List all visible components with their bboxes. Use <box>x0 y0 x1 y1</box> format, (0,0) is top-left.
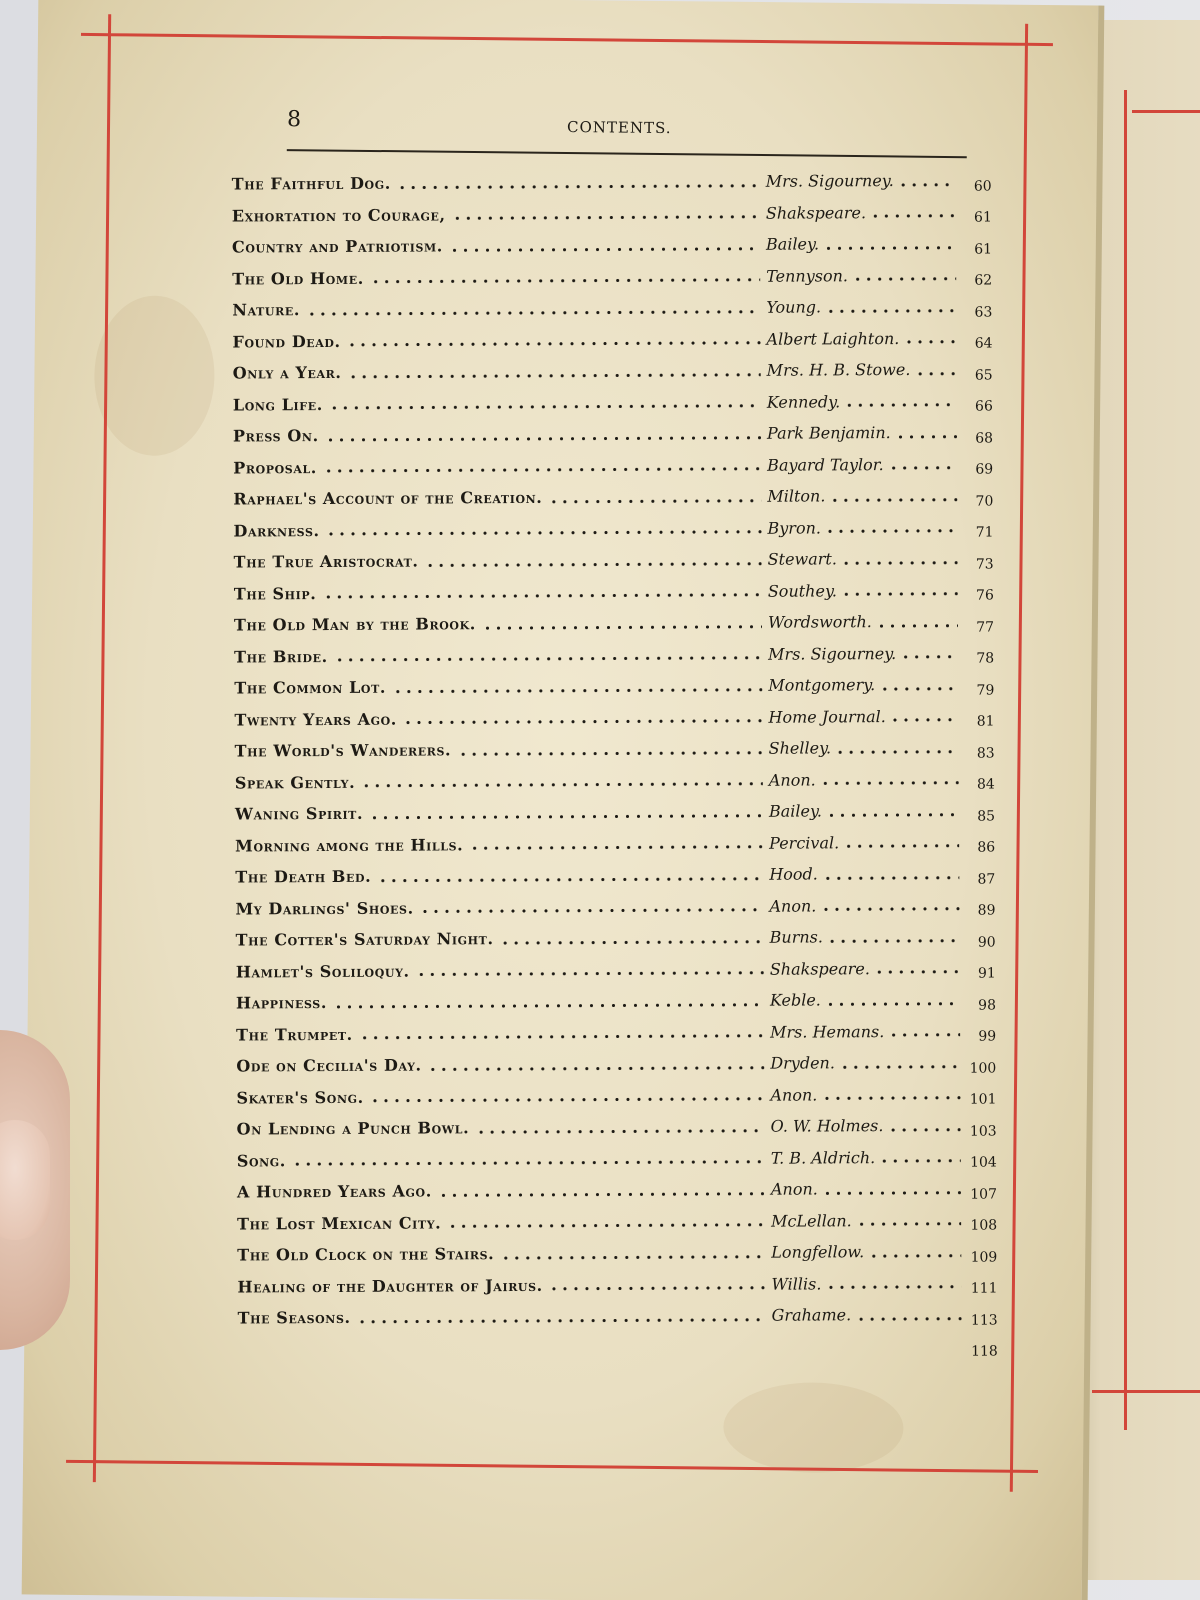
dot-leader <box>825 529 958 534</box>
entry-author: Stewart. <box>767 549 837 569</box>
contents-entry <box>234 574 994 609</box>
entry-author: Home Journal. <box>768 706 886 727</box>
dot-leader <box>841 560 958 565</box>
dot-leader <box>855 1316 961 1321</box>
entry-author-cell <box>771 1147 961 1167</box>
dot-leader <box>334 656 762 662</box>
dot-leader <box>829 497 957 502</box>
dot-leader <box>292 1160 765 1166</box>
contents-entry <box>232 259 992 294</box>
entry-author: Percival. <box>769 833 840 853</box>
entry-author: Grahame. <box>771 1305 852 1325</box>
page-number: 8 <box>286 107 302 133</box>
contents-entry <box>235 763 995 798</box>
entry-page-number: 60 <box>973 178 992 195</box>
entry-title: Waning Spirit. <box>234 804 364 824</box>
contents-entry <box>236 921 996 956</box>
entry-author-cell <box>770 958 960 978</box>
entry-author: Tennyson. <box>766 266 848 286</box>
dot-leader <box>482 624 762 629</box>
contents-entry <box>237 1204 997 1239</box>
entry-author: Keble. <box>769 990 821 1010</box>
entry-title: The Seasons. <box>237 1308 351 1328</box>
entry-author-cell <box>767 423 957 443</box>
entry-author: Shakspeare. <box>769 958 871 979</box>
dot-leader <box>469 845 763 851</box>
dot-leader <box>823 245 956 250</box>
entry-author-cell <box>771 1179 961 1199</box>
entry-author: Anon. <box>770 1085 818 1105</box>
entry-page-number: 111 <box>970 1280 998 1297</box>
entry-author-cell <box>771 1210 961 1230</box>
entry-page-number: 87 <box>977 871 996 888</box>
entry-title: The Old Clock on the Stairs. <box>237 1244 495 1265</box>
contents-entry <box>233 417 993 452</box>
entry-page-number: 64 <box>974 335 993 352</box>
entry-title: Happiness. <box>235 993 328 1013</box>
dot-leader <box>887 1127 960 1131</box>
dot-leader <box>449 246 760 252</box>
dot-leader <box>856 1222 961 1227</box>
entry-page-number: 79 <box>976 682 995 699</box>
entry-author-cell <box>767 360 957 380</box>
dot-leader <box>438 1191 765 1197</box>
entry-title: Proposal. <box>233 457 318 478</box>
entry-page-number: 89 <box>977 902 996 919</box>
entry-author: Mrs. Sigourney. <box>765 171 894 191</box>
dot-leader <box>820 781 959 786</box>
contents-entry <box>235 826 995 861</box>
contents-entry <box>237 1236 997 1271</box>
dot-leader <box>549 1286 766 1291</box>
entry-author-cell <box>768 549 958 569</box>
entry-title: Song. <box>236 1150 286 1171</box>
entry-title: Nature. <box>232 300 301 320</box>
entry-title: The Common Lot. <box>234 677 387 698</box>
entry-page-number: 113 <box>970 1312 998 1329</box>
entry-title: On Lending a Punch Bowl. <box>236 1118 470 1139</box>
entry-title: The Lost Mexican City. <box>237 1213 442 1234</box>
entry-author-cell <box>770 1053 960 1073</box>
entry-title: Skater's Song. <box>236 1087 364 1108</box>
contents-entry <box>235 858 995 893</box>
entry-page-number: 66 <box>974 398 993 415</box>
entry-title: Raphael's Account of the Creation. <box>233 488 543 509</box>
dot-leader <box>403 719 763 725</box>
entry-title: Found Dead. <box>232 331 341 352</box>
entry-page-number: 73 <box>975 556 994 573</box>
contents-entry <box>234 637 994 672</box>
dot-leader <box>827 938 960 943</box>
entry-title: Press On. <box>232 426 319 446</box>
dot-leader <box>325 435 761 441</box>
contents-list <box>231 165 998 1360</box>
entry-author: O. W. Holmes. <box>770 1116 884 1136</box>
entry-author-cell <box>766 171 956 191</box>
entry-author: Byron. <box>767 518 822 538</box>
entry-author-cell <box>771 1242 961 1262</box>
dot-leader <box>903 340 956 344</box>
entry-page-number: 70 <box>975 493 994 510</box>
dot-leader <box>357 1317 766 1323</box>
dot-leader <box>890 718 959 722</box>
entry-page-number: 85 <box>977 808 996 825</box>
entry-author-cell <box>770 927 960 947</box>
dot-leader <box>322 593 761 599</box>
dot-leader <box>895 434 957 438</box>
entry-author-cell <box>768 706 958 726</box>
contents-entry <box>235 889 995 924</box>
entry-title: The Trumpet. <box>236 1024 353 1045</box>
entry-title: Morning among the Hills. <box>235 835 464 856</box>
entry-title: The World's Wanderers. <box>234 740 452 761</box>
entry-author: Bailey. <box>765 234 820 254</box>
entry-author-cell <box>767 454 957 474</box>
entry-title: The Faithful Dog. <box>231 173 391 194</box>
entry-title: Only a Year. <box>232 363 342 383</box>
dot-leader <box>306 309 760 315</box>
entry-page-number: 69 <box>975 461 994 478</box>
entry-author-cell <box>769 801 959 821</box>
entry-page-number: 78 <box>976 650 995 667</box>
dot-leader <box>428 1065 765 1071</box>
dot-leader <box>548 498 761 503</box>
entry-author-cell <box>766 297 956 317</box>
entry-title: The Ship. <box>233 583 317 604</box>
entry-author-cell <box>768 675 958 695</box>
dot-leader <box>879 686 958 690</box>
dot-leader <box>370 1097 765 1103</box>
contents-entry <box>232 196 992 231</box>
dot-leader <box>416 971 764 977</box>
entry-page-number: 109 <box>970 1249 998 1266</box>
dot-leader <box>844 403 957 408</box>
facing-page-red-rule-top <box>1132 110 1200 113</box>
entry-title: Healing of the Daughter of Jairus. <box>237 1275 543 1297</box>
entry-author: Wordsworth. <box>767 612 872 632</box>
entry-page-number: 100 <box>969 1060 997 1077</box>
contents-entry <box>232 322 992 357</box>
entry-title: The Bride. <box>234 646 328 667</box>
entry-author: Young. <box>766 297 822 317</box>
dot-leader <box>475 1128 764 1134</box>
dot-leader <box>323 467 761 473</box>
entry-page-number: 61 <box>973 209 992 226</box>
entry-title: The Death Bed. <box>235 867 372 887</box>
dot-leader <box>447 1223 765 1229</box>
entry-author: Milton. <box>767 486 826 506</box>
dot-leader <box>852 277 956 282</box>
entry-author: Anon. <box>769 896 817 916</box>
running-head: CONTENTS. <box>566 118 672 138</box>
contents-entry <box>234 606 994 641</box>
entry-author-cell <box>770 990 960 1010</box>
entry-title: Darkness. <box>233 520 320 541</box>
entry-page-number: 90 <box>977 934 996 951</box>
entry-title: Speak Gently. <box>234 772 356 793</box>
entry-title: Exhortation to Courage, <box>231 205 446 226</box>
entry-page-number: 104 <box>970 1154 997 1171</box>
dot-leader <box>898 182 956 186</box>
entry-author-cell <box>770 1084 960 1104</box>
dot-leader <box>347 341 761 347</box>
entry-author: Hood. <box>769 864 818 884</box>
entry-author: Anon. <box>768 770 816 790</box>
contents-entry <box>233 354 993 389</box>
dot-leader <box>822 875 959 880</box>
dot-leader <box>359 1034 764 1040</box>
entry-author-cell <box>767 391 957 411</box>
entry-title: The Old Man by the Brook. <box>233 614 476 635</box>
dot-leader <box>425 561 762 567</box>
entry-page-number: 62 <box>974 272 993 289</box>
entry-author-cell <box>769 832 959 852</box>
entry-title: The True Aristocrat. <box>233 551 419 572</box>
entry-author-cell <box>768 643 958 663</box>
contents-entry <box>234 543 994 578</box>
entry-author-cell <box>772 1305 962 1325</box>
contents-entry <box>233 385 993 420</box>
dot-leader <box>870 214 956 218</box>
entry-author: Anon. <box>770 1179 818 1199</box>
dot-leader <box>326 530 762 536</box>
entry-author: Shakspeare. <box>765 202 867 223</box>
dot-leader <box>361 782 763 788</box>
book-page <box>22 0 1105 1600</box>
entry-author-cell <box>769 769 959 789</box>
entry-author: Southey. <box>767 581 837 601</box>
entry-page-number: 71 <box>975 524 994 541</box>
entry-page-number: 76 <box>975 587 994 604</box>
entry-page-number: 61 <box>974 241 993 258</box>
facing-page-red-rule <box>1124 90 1127 1430</box>
contents-entry <box>232 165 992 200</box>
dot-leader <box>825 1285 961 1290</box>
contents-entry <box>236 952 996 987</box>
dot-leader <box>822 1190 961 1195</box>
contents-entry <box>237 1110 997 1145</box>
entry-author-cell <box>766 328 956 348</box>
entry-page-number: 81 <box>976 713 995 730</box>
entry-author-cell <box>767 486 957 506</box>
contents-entry <box>238 1330 998 1365</box>
entry-page-number: 103 <box>969 1123 997 1140</box>
dot-leader <box>843 844 959 849</box>
entry-title: The Cotter's Saturday Night. <box>235 929 494 950</box>
dot-leader <box>347 372 760 378</box>
dot-leader <box>397 183 760 189</box>
entry-author: T. B. Aldrich. <box>770 1147 876 1168</box>
entry-page-number: 98 <box>978 997 997 1014</box>
entry-page-number: 91 <box>977 965 996 982</box>
entry-page-number: 108 <box>970 1217 998 1234</box>
contents-entry <box>232 228 992 263</box>
contents-entry <box>233 480 993 515</box>
entry-author-cell <box>770 1021 960 1041</box>
contents-entry <box>236 984 996 1019</box>
entry-author-cell <box>768 612 958 632</box>
contents-entry <box>236 1047 996 1082</box>
dot-leader <box>370 278 760 284</box>
entry-author: Willis. <box>771 1274 822 1294</box>
dot-leader <box>820 907 959 912</box>
entry-author-cell <box>769 864 959 884</box>
entry-page-number: 101 <box>969 1091 997 1108</box>
entry-title: Long Life. <box>232 394 323 415</box>
contents-entry <box>236 1015 996 1050</box>
entry-author-cell <box>767 517 957 537</box>
dot-leader <box>377 876 763 882</box>
entry-title: Ode on Cecilia's Day. <box>236 1055 422 1076</box>
entry-page-number: 77 <box>976 619 995 636</box>
entry-author: Mrs. Hemans. <box>770 1021 885 1042</box>
dot-leader <box>839 1064 960 1069</box>
dot-leader <box>420 908 764 914</box>
dot-leader <box>333 1002 764 1008</box>
dot-leader <box>888 466 957 470</box>
contents-entry <box>234 700 994 735</box>
entry-author: McLellan. <box>771 1211 852 1231</box>
dot-leader <box>826 812 959 817</box>
entry-author: Mrs. H. B. Stowe. <box>766 360 911 380</box>
dot-leader <box>835 749 959 754</box>
dot-leader <box>876 623 958 627</box>
entry-title: Twenty Years Ago. <box>234 709 397 730</box>
entry-title: Hamlet's Soliloquy. <box>235 961 410 982</box>
entry-author-cell <box>771 1273 961 1293</box>
dot-leader <box>452 215 760 221</box>
entry-author: Park Benjamin. <box>766 423 891 443</box>
contents-entry <box>235 795 995 830</box>
contents-entry <box>236 1078 996 1113</box>
dot-leader <box>868 1253 961 1257</box>
dot-leader <box>841 592 958 597</box>
contents-entry <box>232 291 992 326</box>
dot-leader <box>457 750 763 756</box>
contents-entry <box>233 511 993 546</box>
entry-page-number: 65 <box>974 367 993 384</box>
dot-leader <box>879 1159 961 1163</box>
entry-page-number: 118 <box>971 1343 998 1360</box>
entry-title: The Old Home. <box>232 268 364 289</box>
contents-entry <box>237 1173 997 1208</box>
dot-leader <box>500 939 764 944</box>
entry-author-cell <box>766 234 956 254</box>
dot-leader <box>825 308 956 313</box>
entry-page-number: 68 <box>975 430 994 447</box>
contents-entry <box>234 669 994 704</box>
dot-leader <box>888 1033 960 1037</box>
dot-leader <box>914 371 956 375</box>
entry-author-cell <box>768 580 958 600</box>
dot-leader <box>369 813 763 819</box>
entry-author: Mrs. Sigourney. <box>768 643 897 664</box>
thumb-nail <box>0 1120 50 1240</box>
contents-entry <box>238 1299 998 1334</box>
entry-author: Dryden. <box>770 1053 835 1073</box>
entry-author-cell <box>771 1116 961 1136</box>
entry-page-number: 99 <box>978 1028 997 1045</box>
facing-page-red-rule-bottom <box>1092 1390 1200 1393</box>
entry-page-number: 107 <box>970 1186 998 1203</box>
contents-entry <box>237 1141 997 1176</box>
entry-author: Bayard Taylor. <box>767 454 884 475</box>
entry-page-number: 84 <box>976 776 995 793</box>
entry-author-cell <box>769 895 959 915</box>
dot-leader <box>500 1254 765 1259</box>
entry-author-cell <box>769 738 959 758</box>
contents-entry <box>235 732 995 767</box>
contents-entry <box>237 1267 997 1302</box>
dot-leader <box>825 1001 960 1006</box>
entry-author-cell <box>766 265 956 285</box>
entry-title: A Hundred Years Ago. <box>236 1181 432 1202</box>
dot-leader <box>874 970 960 974</box>
entry-title: My Darlings' Shoes. <box>235 898 414 919</box>
entry-title: Country and Patriotism. <box>231 236 443 257</box>
dot-leader <box>821 1096 960 1101</box>
page-header <box>287 107 977 158</box>
entry-author-cell <box>766 202 956 222</box>
entry-author: Burns. <box>769 927 823 947</box>
entry-author: Albert Laighton. <box>766 328 900 349</box>
entry-page-number: 83 <box>976 745 995 762</box>
contents-entry <box>233 448 993 483</box>
entry-author: Bailey. <box>768 801 823 821</box>
entry-page-number: 86 <box>977 839 996 856</box>
entry-author: Longfellow. <box>771 1242 865 1262</box>
dot-leader <box>900 655 958 659</box>
entry-author: Shelley. <box>768 738 832 758</box>
dot-leader <box>329 404 761 410</box>
entry-author: Kennedy. <box>766 392 841 412</box>
dot-leader <box>392 687 762 693</box>
entry-page-number: 63 <box>974 304 993 321</box>
entry-author: Montgomery. <box>768 675 876 695</box>
